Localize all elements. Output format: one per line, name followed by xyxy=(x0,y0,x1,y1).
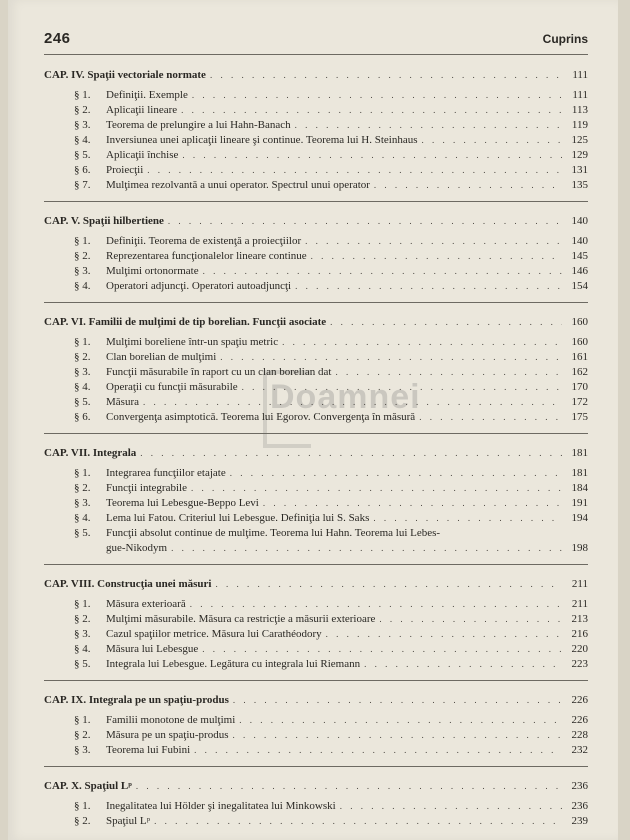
chapter-entry xyxy=(44,444,588,565)
chapter-page: 140 xyxy=(571,215,588,227)
section-entry xyxy=(74,163,588,178)
dot-leader xyxy=(233,691,562,709)
section-title: Definiţii. Teorema de existenţă a proiecţiilor xyxy=(106,235,302,247)
section-page: 198 xyxy=(571,542,588,554)
section-page: 172 xyxy=(571,396,588,408)
section-entry xyxy=(74,713,588,728)
section-number: § 4. xyxy=(74,134,91,146)
section-title: Reprezentarea funcţionalelor lineare continue xyxy=(106,250,307,262)
section-title: Integrala lui Lebesgue. Legătura cu integrala lui Riemann xyxy=(106,658,361,670)
section-number: § 6. xyxy=(74,411,91,423)
chapter-title: CAP. IV. Spaţii vectoriale normate xyxy=(44,69,206,81)
section-title: Teorema de prelungire a lui Hahn-Banach xyxy=(106,119,291,131)
dot-leader xyxy=(340,799,562,814)
chapter-title: CAP. X. Spaţiul Lᵖ xyxy=(44,780,132,792)
section-title: Măsura exterioară xyxy=(106,598,186,610)
section-number: § 4. xyxy=(74,512,91,524)
section-number: § 3. xyxy=(74,628,91,640)
section-entry xyxy=(74,814,588,829)
section-list xyxy=(74,713,588,758)
dot-leader xyxy=(191,481,562,496)
section-entry xyxy=(74,642,588,657)
section-page: 236 xyxy=(571,800,588,812)
chapter-heading xyxy=(44,444,588,462)
section-title: Aplicaţii închise xyxy=(106,149,179,161)
section-number: § 4. xyxy=(74,280,91,292)
section-page: 181 xyxy=(571,467,588,479)
chapter-page: 111 xyxy=(572,69,588,81)
dot-leader xyxy=(330,313,562,331)
section-entry xyxy=(74,380,588,395)
section-entry xyxy=(74,657,588,672)
dot-leader xyxy=(203,264,562,279)
chapter-heading xyxy=(44,575,588,593)
chapter-entry xyxy=(44,212,588,303)
chapter-page: 226 xyxy=(571,694,588,706)
dot-leader xyxy=(242,380,562,395)
dot-leader xyxy=(147,163,562,178)
section-title: Măsura xyxy=(106,396,139,408)
section-list xyxy=(74,799,588,829)
dot-leader xyxy=(326,627,562,642)
section-title: Spaţiul Lᵖ xyxy=(106,815,151,827)
dot-leader xyxy=(295,118,562,133)
dot-leader xyxy=(136,777,562,795)
page-header xyxy=(44,30,588,55)
section-number: § 2. xyxy=(74,815,91,827)
section-title: Inversiunea unei aplicaţii lineare şi continue. Teorema lui H. Steinhaus xyxy=(106,134,418,146)
dot-leader xyxy=(311,249,562,264)
section-number: § 3. xyxy=(74,366,91,378)
dot-leader xyxy=(364,657,562,672)
dot-leader xyxy=(230,466,562,481)
book-page xyxy=(8,0,618,840)
page-number: 246 xyxy=(44,30,71,47)
section-title: Cazul spaţiilor metrice. Măsura lui Carathéodory xyxy=(106,628,322,640)
chapter-heading xyxy=(44,212,588,230)
section-title: Convergenţa asimptotică. Teorema lui Egorov. Convergenţa în măsură xyxy=(106,411,416,423)
section-entry xyxy=(74,279,588,294)
dot-leader xyxy=(215,575,562,593)
section-number: § 5. xyxy=(74,658,91,670)
section-number: § 2. xyxy=(74,482,91,494)
section-entry xyxy=(74,627,588,642)
chapter-separator xyxy=(44,564,588,565)
section-title: Proiecţii xyxy=(106,164,144,176)
section-number: § 5. xyxy=(74,527,91,539)
chapter-separator xyxy=(44,433,588,434)
dot-leader xyxy=(192,88,562,103)
section-page: 175 xyxy=(571,411,588,423)
section-entry xyxy=(74,799,588,814)
section-number: § 4. xyxy=(74,381,91,393)
dot-leader xyxy=(168,212,562,230)
section-title: Funcţii absolut continue de mulţime. Teorema lui Hahn. Teorema lui Lebes- xyxy=(106,527,441,539)
section-number: § 3. xyxy=(74,497,91,509)
dot-leader xyxy=(210,66,562,84)
section-page: 145 xyxy=(571,250,588,262)
section-entry xyxy=(74,526,588,556)
section-number: § 3. xyxy=(74,265,91,277)
chapter-title: CAP. VIII. Construcţia unei măsuri xyxy=(44,578,212,590)
section-list xyxy=(74,597,588,672)
chapter-title: CAP. VI. Familii de mulţimi de tip borelian. Funcţii asociate xyxy=(44,316,327,328)
section-entry xyxy=(74,148,588,163)
chapter-heading xyxy=(44,313,588,331)
section-page: 228 xyxy=(571,729,588,741)
dot-leader xyxy=(194,743,562,758)
section-page: 170 xyxy=(571,381,588,393)
section-number: § 1. xyxy=(74,714,91,726)
section-title: Teorema lui Fubini xyxy=(106,744,191,756)
section-page: 232 xyxy=(571,744,588,756)
section-number: § 1. xyxy=(74,598,91,610)
section-entry xyxy=(74,511,588,526)
chapter-entry xyxy=(44,66,588,202)
section-number: § 3. xyxy=(74,744,91,756)
dot-leader xyxy=(182,148,562,163)
section-title: Mulţimi boreliene într-un spaţiu metric xyxy=(106,336,279,348)
section-entry xyxy=(74,118,588,133)
section-title: Inegalitatea lui Hölder şi inegalitatea lui Minkowski xyxy=(106,800,336,812)
section-number: § 2. xyxy=(74,104,91,116)
section-title: Aplicaţii lineare xyxy=(106,104,178,116)
dot-leader xyxy=(379,612,562,627)
section-title: Mulţimea rezolvantă a unui operator. Spectrul unui operator xyxy=(106,179,370,191)
section-entry xyxy=(74,249,588,264)
dot-leader xyxy=(374,178,562,193)
dot-leader xyxy=(202,642,562,657)
section-entry xyxy=(74,395,588,410)
chapter-entry xyxy=(44,777,588,829)
section-list xyxy=(74,234,588,294)
chapter-heading xyxy=(44,691,588,709)
section-title-continued: gue-Nikodym xyxy=(106,542,168,554)
section-page: 220 xyxy=(571,643,588,655)
section-page: 194 xyxy=(571,512,588,524)
chapter-separator xyxy=(44,680,588,681)
section-number: § 6. xyxy=(74,164,91,176)
dot-leader xyxy=(282,335,562,350)
table-of-contents xyxy=(44,66,588,829)
section-title: Lema lui Fatou. Criteriul lui Lebesgue. Definiţia lui S. Saks xyxy=(106,512,370,524)
chapter-separator xyxy=(44,302,588,303)
chapter-entry xyxy=(44,575,588,681)
section-entry xyxy=(74,365,588,380)
section-page: 211 xyxy=(571,598,588,610)
dot-leader xyxy=(190,597,562,612)
chapter-title: CAP. V. Spaţii hilbertiene xyxy=(44,215,164,227)
dot-leader xyxy=(171,541,562,556)
section-page: 226 xyxy=(571,714,588,726)
section-page: 146 xyxy=(571,265,588,277)
dot-leader xyxy=(373,511,562,526)
section-page: 184 xyxy=(571,482,588,494)
dot-leader xyxy=(140,444,562,462)
chapter-heading xyxy=(44,777,588,795)
running-head: Cuprins xyxy=(542,32,588,46)
section-title: Măsura lui Lebesgue xyxy=(106,643,199,655)
section-entry xyxy=(74,88,588,103)
chapter-separator xyxy=(44,766,588,767)
section-page: 239 xyxy=(571,815,588,827)
section-entry xyxy=(74,597,588,612)
section-page: 111 xyxy=(572,89,588,101)
section-title: Mulţimi ortonormate xyxy=(106,265,199,277)
section-entry xyxy=(74,335,588,350)
dot-leader xyxy=(263,496,562,511)
chapter-separator xyxy=(44,201,588,202)
section-entry xyxy=(74,178,588,193)
section-page: 161 xyxy=(571,351,588,363)
section-page: 125 xyxy=(571,134,588,146)
section-entry xyxy=(74,612,588,627)
section-number: § 7. xyxy=(74,179,91,191)
section-page: 213 xyxy=(571,613,588,625)
section-entry xyxy=(74,350,588,365)
dot-leader xyxy=(181,103,562,118)
section-page: 119 xyxy=(571,119,588,131)
section-entry xyxy=(74,743,588,758)
section-page: 135 xyxy=(571,179,588,191)
section-entry xyxy=(74,234,588,249)
chapter-title: CAP. IX. Integrala pe un spaţiu-produs xyxy=(44,694,229,706)
section-page: 131 xyxy=(571,164,588,176)
section-page: 113 xyxy=(571,104,588,116)
section-entry xyxy=(74,466,588,481)
dot-leader xyxy=(143,395,562,410)
dot-leader xyxy=(220,350,562,365)
section-entry xyxy=(74,264,588,279)
section-number: § 1. xyxy=(74,800,91,812)
section-title: Operaţii cu funcţii măsurabile xyxy=(106,381,238,393)
section-number: § 2. xyxy=(74,729,91,741)
section-title: Definiţii. Exemple xyxy=(106,89,188,101)
section-entry xyxy=(74,728,588,743)
section-title: Funcţii integrabile xyxy=(106,482,187,494)
section-number: § 5. xyxy=(74,396,91,408)
section-number: § 2. xyxy=(74,250,91,262)
section-number: § 3. xyxy=(74,119,91,131)
chapter-page: 160 xyxy=(571,316,588,328)
section-title: Măsura pe un spaţiu-produs xyxy=(106,729,229,741)
section-list xyxy=(74,466,588,556)
dot-leader xyxy=(233,728,562,743)
section-page: 160 xyxy=(571,336,588,348)
section-number: § 5. xyxy=(74,149,91,161)
section-number: § 1. xyxy=(74,235,91,247)
section-title: Clan borelian de mulţimi xyxy=(106,351,217,363)
chapter-entry xyxy=(44,313,588,434)
watermark: Doamnei xyxy=(270,378,421,416)
section-number: § 4. xyxy=(74,643,91,655)
dot-leader xyxy=(305,234,562,249)
section-page: 216 xyxy=(571,628,588,640)
section-number: § 1. xyxy=(74,89,91,101)
section-entry xyxy=(74,103,588,118)
section-list xyxy=(74,88,588,193)
chapter-title: CAP. VII. Integrala xyxy=(44,447,137,459)
section-entry xyxy=(74,133,588,148)
section-number: § 1. xyxy=(74,467,91,479)
chapter-page: 236 xyxy=(571,780,588,792)
section-entry xyxy=(74,410,588,425)
section-page: 191 xyxy=(571,497,588,509)
section-title: Funcţii măsurabile în raport cu un clan borelian dat xyxy=(106,366,332,378)
chapter-page: 181 xyxy=(571,447,588,459)
section-title: Operatori adjuncţi. Operatori autoadjuncţi xyxy=(106,280,292,292)
section-page: 129 xyxy=(571,149,588,161)
section-page: 223 xyxy=(571,658,588,670)
dot-leader xyxy=(419,410,562,425)
section-title: Teorema lui Lebesgue-Beppo Levi xyxy=(106,497,259,509)
section-page: 140 xyxy=(571,235,588,247)
section-list xyxy=(74,335,588,425)
dot-leader xyxy=(154,814,562,829)
section-page: 162 xyxy=(571,366,588,378)
section-number: § 2. xyxy=(74,613,91,625)
dot-leader xyxy=(295,279,562,294)
section-entry xyxy=(74,481,588,496)
section-entry xyxy=(74,496,588,511)
chapter-heading xyxy=(44,66,588,84)
section-title: Integrarea funcţiilor etajate xyxy=(106,467,226,479)
dot-leader xyxy=(422,133,562,148)
section-title: Mulţimi măsurabile. Măsura ca restricţie a măsurii exterioare xyxy=(106,613,376,625)
dot-leader xyxy=(239,713,562,728)
chapter-entry xyxy=(44,691,588,767)
section-title: Familii monotone de mulţimi xyxy=(106,714,236,726)
dot-leader xyxy=(335,365,562,380)
chapter-page: 211 xyxy=(571,578,588,590)
section-page: 154 xyxy=(571,280,588,292)
section-number: § 2. xyxy=(74,351,91,363)
section-number: § 1. xyxy=(74,336,91,348)
